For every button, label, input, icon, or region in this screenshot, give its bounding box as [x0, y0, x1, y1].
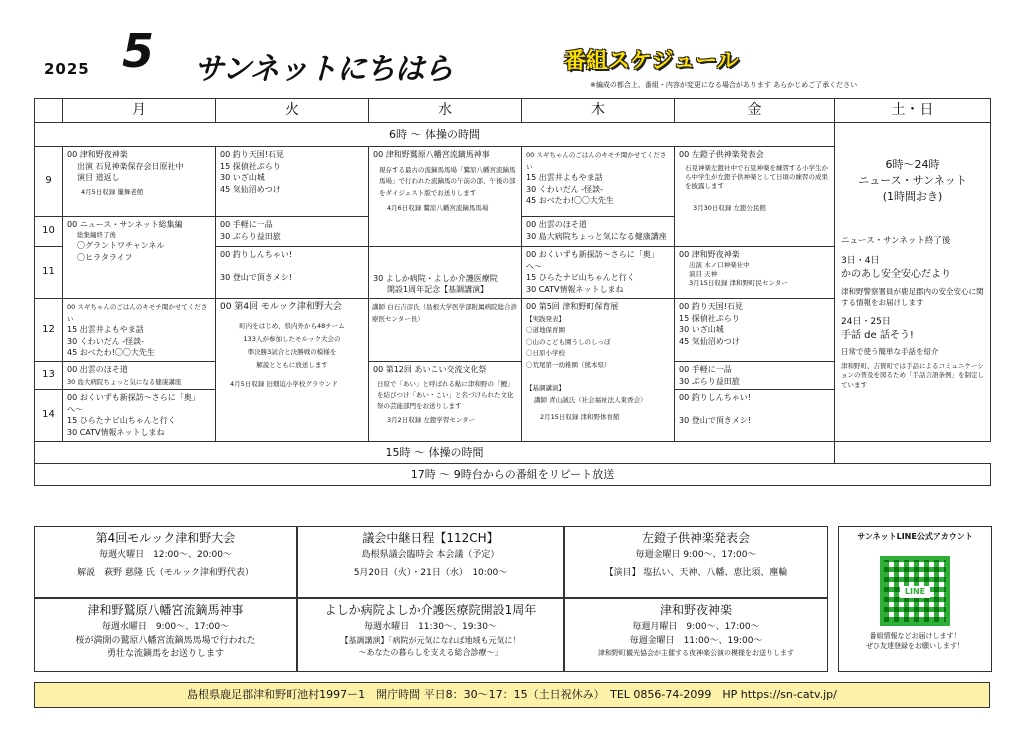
weekend-prog2: 手話 de 話そう!: [841, 330, 914, 342]
line-account-box: [838, 526, 992, 672]
change-notice: ※編成の都合上、番組・内容が変更になる場合があります あらかじめご了承ください: [590, 81, 858, 89]
tue-10-p1: 00 手軽に一品: [220, 220, 273, 229]
box-yokagura-time2: 毎週金曜日 11:00〜、19:00〜: [629, 635, 763, 646]
line-qr-label: LINE: [900, 586, 930, 598]
tue-12-d2: 133人が参加したモルック大会の: [243, 335, 341, 344]
thu-9-p4: 45 おべたわ!〇〇大先生: [526, 196, 614, 206]
fri-9-desc: 石見神楽左鐙社中で石見神楽を練習する小学生から中学生が左鐙子供神楽として日頃の練習の成果を披露します: [685, 163, 828, 191]
tue-11-p1: 00 釣りしんちゃい!: [220, 250, 292, 259]
wed-11: [369, 247, 522, 299]
thu-12-rec: 2月15日収録 津和野体育館: [540, 413, 620, 422]
mon-10-title: 00 ニュース・サンネット総集編: [67, 220, 183, 229]
wed-11-title: 30 よしか病院・よしか介護医療院: [373, 273, 498, 283]
wed-9: [369, 147, 522, 247]
thu-11-p1: 00 おくいずも新探訪〜さらに「奥」へ〜: [526, 250, 659, 271]
fri-9: [675, 147, 835, 247]
weekend-date2: 24日・25日: [841, 317, 891, 328]
box-yokagura-desc: 津和野町観光協会が主催する夜神楽公演の模様をお送りします: [598, 649, 794, 657]
mon-9-cast: 出演 石見神楽保存会日原社中: [77, 161, 184, 171]
box-yabusame: [34, 598, 297, 672]
wed-13-title: 00 第12回 あいこい交流文化祭: [373, 364, 487, 374]
box-sabumi: [564, 526, 828, 598]
tue-11-p2: 30 登山で頂きメシ!: [220, 273, 292, 283]
fri-11-rec: 3月15日収録 津和野町民センター: [689, 279, 788, 288]
mon-9-piece: 演目 道返し: [77, 173, 120, 183]
schedule-title: 番組スケジュール: [564, 49, 739, 74]
wed-13-desc: 日原で「あい」と呼ばれる鮎に津和野の「鯉」を結びつけ「あい・こい」と名づけられた文化祭の芸能部門をお送りします: [377, 379, 514, 410]
thu-12-title: 00 第5回 津和野町保育展: [526, 302, 619, 311]
mon-14-p3: 30 CATV情報ネットしまね: [67, 427, 165, 437]
box-yoshika-desc2: 〜あなたの暮らしを支える総合診療〜」: [358, 647, 503, 657]
box-yokagura: [564, 598, 828, 672]
mon-10: [63, 217, 216, 299]
fri-14-p1: 00 釣りしんちゃい!: [679, 393, 751, 403]
band-6am: 6時 〜 体操の時間: [35, 123, 835, 147]
thu-9-p2: 15 出雲井よもやま話: [526, 173, 603, 183]
weekend-date1: 3日・4日: [841, 256, 880, 267]
day-tue: 火: [216, 99, 369, 123]
footer-contact: 島根県鹿足郡津和野町池村1997ー1 開庁時間 平日8：30〜17：15（土日祝休み） TEL 0856-74-2099 HP https://sn-catv.jp/: [34, 682, 990, 708]
thu-11: [522, 247, 675, 299]
tue-12-desc: [220, 320, 364, 372]
wed-9-title: 00 津和野鷲原八幡宮流鏑馬神事: [373, 150, 490, 159]
box-assembly: [297, 526, 564, 598]
fri-12: [675, 299, 835, 362]
mon-12-p1: 00 スギちゃんのごはんのキモチ聞かせてください: [67, 303, 208, 323]
mon-12-p4: 45 おべたわ!〇〇大先生: [67, 348, 155, 358]
hour-12: 12: [35, 299, 63, 362]
mon-13: [63, 361, 216, 389]
box-sabumi-title: 左鐙子供神楽発表会: [641, 531, 750, 545]
box-sabumi-time: 毎週金曜日 9:00〜、17:00〜: [635, 550, 757, 560]
weekend-cell: [835, 123, 991, 442]
tue-9-p4: 45 気仙沼めつけ: [220, 184, 281, 194]
tue-12-d1: 町内をはじめ、県内外から48チーム: [239, 322, 345, 331]
box-yabusame-time: 毎週水曜日 9:00〜、17:00〜: [101, 622, 230, 632]
fri-12-p4: 45 気仙沼めつけ: [679, 336, 740, 346]
mon-14: [63, 390, 216, 442]
box-yoshika-desc1: 【基調講演】「病院が元気になれば地域も元気に！: [340, 635, 521, 645]
thu-12-speaker: 講師 青山誠氏（社会福祉法人東香会）: [534, 395, 647, 404]
day-wed: 水: [369, 99, 522, 123]
mon-12-p2: 15 出雲井よもやま話: [67, 325, 144, 335]
box-yokagura-title: 津和野夜神楽: [659, 603, 732, 617]
hour-14: 14: [35, 390, 63, 442]
fri-14-p2: 30 登山で頂きメシ!: [679, 416, 751, 426]
fri-14: [675, 390, 835, 442]
box-molkky: [34, 526, 297, 598]
hour-13: 13: [35, 361, 63, 389]
fri-13-p1: 00 手軽に一品: [679, 364, 732, 374]
mon-13-p1: 00 出雲のほそ道: [67, 364, 128, 374]
hour-10: 10: [35, 217, 63, 247]
month: 5: [122, 24, 155, 78]
wed-9-rec: 4月6日収録 鷲原八幡宮流鏑馬馬場: [387, 203, 489, 212]
wed-9-desc: 現存する最古の流鏑馬馬場「鷲原八幡宮流鏑馬馬場」で行われた流鏑馬の午前の部、午後の部をダイジェスト版でお送りします: [379, 165, 516, 197]
wed-11-sub: 開設1周年記念【基調講演】: [387, 285, 489, 295]
thu-10: [522, 217, 675, 247]
day-fri: 金: [675, 99, 835, 123]
year: 2025: [44, 60, 90, 78]
line-account-text2: ぜひ友達登録をお願いします！: [866, 641, 964, 650]
mon-10-after: 総集編終了後: [77, 230, 116, 239]
weekend-news: ニュース・サンネット: [858, 173, 967, 187]
hour-9: 9: [35, 147, 63, 217]
day-thu: 木: [522, 99, 675, 123]
header: [0, 0, 1024, 96]
box-yoshika: [297, 598, 564, 672]
wed-12: [369, 299, 522, 362]
wed-13: [369, 361, 522, 441]
corner-cell: [35, 99, 63, 123]
thu-12-l2: 〇山のこども園うしのしっぽ: [526, 337, 611, 346]
mon-9-title: 00 津和野夜神楽: [67, 150, 128, 159]
thu-10-p2: 30 島大病院ちょっと気になる健康講座: [526, 231, 667, 241]
line-account-text1: 番組情報などお届けします！: [869, 632, 961, 640]
line-qr-icon[interactable]: [880, 556, 950, 626]
box-yabusame-title: 津和野鷲原八幡宮流鏑馬神事: [87, 603, 244, 617]
weekend-desc3: 津和野町、吉賀町では手話によるコミュニケーションの普及を図るため「手話言語条例」を制定しています: [841, 361, 984, 389]
box-yoshika-title: よしか病院よしか介護医療院開設1周年: [324, 603, 537, 617]
weekend-time: 6時〜24時: [885, 158, 940, 171]
tue-12-d4: 解説とともに放送します: [256, 361, 328, 370]
box-molkky-commentary: 解説 萩野 慈隆 氏（モルック津和野代表）: [77, 567, 254, 578]
hour-11: 11: [35, 247, 63, 299]
thu-12-l1: 〇道地保育園: [526, 326, 565, 335]
fri-11-piece: 演目 天神: [689, 270, 718, 279]
fri-11-title: 00 津和野夜神楽: [679, 250, 740, 259]
mon-13-p2: 30 島大病院ちょっと気になる健康講座: [67, 377, 182, 386]
thu-12-l4: 〇荒尾第一幼稚園（熊本県）: [526, 360, 611, 369]
thu-12-h2: 【基調講演】: [526, 384, 565, 393]
day-header-row: [35, 99, 991, 123]
band-3pm: 15時 〜 体操の時間: [35, 442, 835, 464]
box-assembly-session: 島根県議会臨時会 本会議（予定）: [361, 550, 500, 560]
tue-11: [216, 247, 369, 299]
fri-12-p3: 30 いざ山城: [679, 325, 724, 335]
tue-12-d3: 準決勝3試合と決勝戦の模様を: [247, 348, 337, 357]
mon-10-p2: 〇ヒラタライフ: [77, 252, 133, 262]
thu-9: [522, 147, 675, 217]
box-yabusame-desc1: 桜が満開の鷲原八幡宮流鏑馬馬場で行われた: [75, 635, 256, 646]
mon-9: [63, 147, 216, 217]
schedule-table: [34, 98, 991, 486]
fri-11-cast: 出演 木ノ口神楽社中: [689, 260, 750, 269]
thu-11-p3: 30 CATV情報ネットしまね: [526, 284, 624, 294]
mon-12-p3: 30 くわいだん -怪談-: [67, 336, 145, 346]
thu-9-p1: 00 スギちゃんのごはんのキモチ聞かせてください: [526, 151, 667, 171]
mon-10-p1: 〇グラントワチャンネル: [77, 241, 165, 251]
wed-13-rec: 3月2日収録 左鐙学習センター: [387, 415, 476, 424]
tue-12-rec: 4月5日収録 旧畑迫小学校グラウンド: [230, 380, 338, 389]
box-molkky-title: 第4回モルック津和野大会: [95, 531, 236, 545]
mon-12: [63, 299, 216, 362]
tue-10-p2: 30 ぶらり益田旅: [220, 231, 281, 241]
thu-12-h1: 【実践発表】: [526, 314, 565, 323]
box-assembly-title: 議会中継日程【112CH】: [362, 531, 499, 545]
tue-12-title: 00 第4回 モルック津和野大会: [220, 302, 342, 312]
tue-10: [216, 217, 369, 247]
weekend-interval: (1時間おき): [882, 189, 943, 203]
fri-13-p2: 30 ぶらり益田旅: [679, 376, 740, 386]
thu-12-l3: 〇日原小学校: [526, 349, 565, 358]
thu-11-p2: 15 ひらたナビ山ちゃんと行く: [526, 273, 635, 283]
thu-10-p1: 00 出雲のほそ道: [526, 220, 587, 229]
weekend-after: ニュース・サンネット終了後: [841, 235, 951, 246]
day-weekend: 土・日: [835, 99, 991, 123]
tue-12: [216, 299, 369, 442]
fri-13: [675, 361, 835, 389]
station-logo: サンネットにちはら: [194, 52, 453, 87]
box-yabusame-desc2: 勇壮な流鏑馬をお送りします: [106, 649, 224, 659]
box-sabumi-pieces: 【演目】 塩払い、天神、八幡、恵比須、塵輪: [604, 567, 788, 578]
tue-9-p3: 30 いざ山城: [220, 173, 265, 183]
tue-9-p2: 15 探偵社ぷらり: [220, 161, 281, 171]
mon-14-p2: 15 ひらたナビ山ちゃんと行く: [67, 416, 176, 426]
fri-11: [675, 247, 835, 299]
mon-9-rec: 4月5日収録 簾舞老館: [81, 187, 144, 196]
box-assembly-dates: 5月20日（火）・21日（水） 10:00〜: [353, 567, 508, 578]
fri-9-title: 00 左鐙子供神楽発表会: [679, 150, 764, 159]
wed-12-speaker: 講師 白石吉彦氏（島根大学医学部附属病院総合診療医センター長）: [372, 303, 518, 323]
line-account-title: サンネットLINE公式アカウント: [857, 532, 973, 541]
thu-9-p3: 30 くわいだん -怪談-: [526, 184, 604, 194]
fri-12-p1: 00 釣り天国!石見: [679, 302, 743, 311]
weekend-desc2: 日常で使う簡単な手話を紹介: [841, 346, 939, 356]
mon-14-p1: 00 おくいずも新探訪〜さらに「奥」へ〜: [67, 393, 200, 414]
box-molkky-time: 毎週火曜日 12:00〜、20:00〜: [99, 550, 232, 560]
fri-12-p2: 15 探偵社ぷらり: [679, 313, 740, 323]
weekend-desc1: 津和野警察署員が鹿足郡内の安全安心に関する情報をお届けします: [841, 286, 984, 307]
band-5pm: 17時 〜 9時台からの番組をリピート放送: [35, 464, 991, 486]
box-yoshika-time: 毎週水曜日 11:30〜、19:30〜: [364, 622, 497, 632]
weekend-prog1: かのあし安全安心だより: [841, 269, 951, 281]
day-mon: 月: [63, 99, 216, 123]
tue-9: [216, 147, 369, 217]
tue-9-p1: 00 釣り天国!石見: [220, 150, 284, 159]
thu-12: [522, 299, 675, 442]
fri-9-rec: 3月30日収録 左鐙公民館: [693, 203, 766, 212]
box-yokagura-time1: 毎週月曜日 9:00〜、17:00〜: [632, 622, 760, 632]
